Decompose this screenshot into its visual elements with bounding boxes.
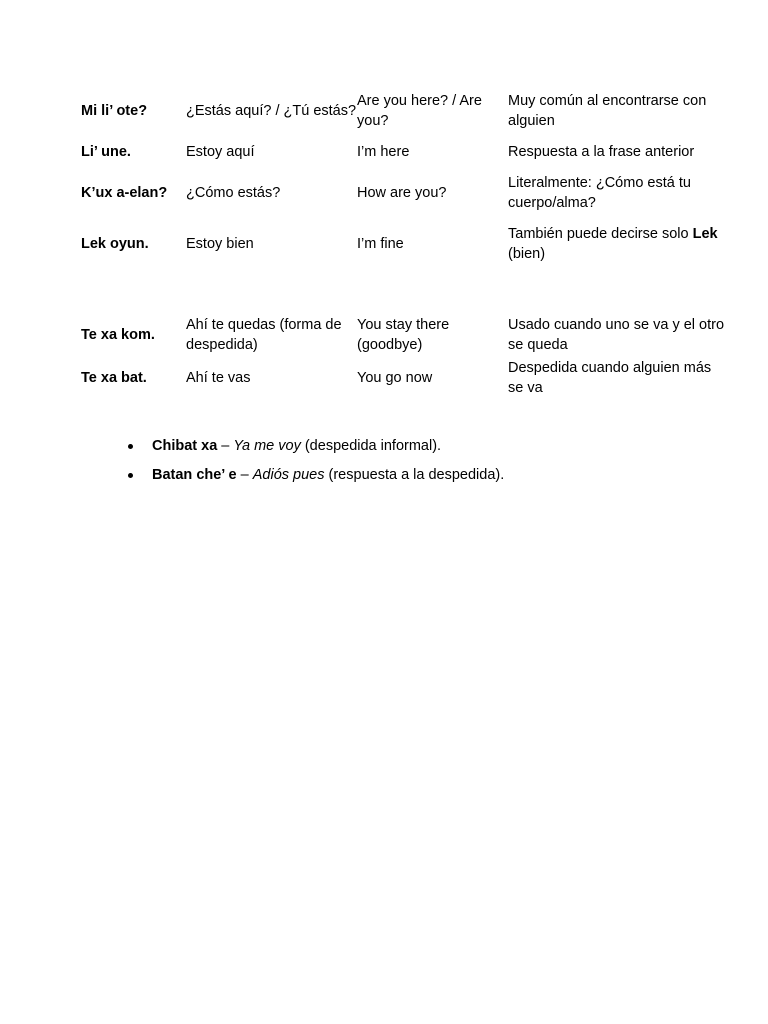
usage-note: [508, 224, 726, 264]
usage-note: Muy común al encontrarse con alguien: [508, 92, 707, 129]
usage-note-bold-word: Lek: [692, 225, 718, 242]
usage-note: Literalmente: ¿Cómo está tu cuerpo/alma?: [508, 174, 691, 211]
spanish-translation: Ahí te quedas (forma de despedida): [186, 317, 342, 353]
english-translation: I’m fine: [357, 235, 404, 252]
english-translation: How are you?: [357, 184, 447, 201]
usage-note-prefix: También puede decirse solo: [508, 225, 693, 242]
bullet-note: (respuesta a la despedida).: [324, 467, 505, 483]
phrase-table: [81, 90, 726, 398]
english-translation: Are you here? / Are you?: [357, 92, 482, 129]
kiche-phrase: K’ux a-elan?: [81, 184, 168, 201]
english-translation: You stay there (goodbye): [357, 317, 450, 353]
table-row: [81, 313, 726, 357]
bullet-dot-icon: [128, 473, 133, 478]
usage-note-suffix: (bien): [508, 245, 546, 262]
bullet-translation: Adiós pues: [252, 467, 325, 483]
spanish-translation: ¿Estás aquí? / ¿Tú estás?: [186, 102, 357, 119]
usage-note: Respuesta a la frase anterior: [508, 143, 695, 160]
kiche-phrase: Te xa bat.: [81, 369, 147, 386]
bullet-dot-icon: [128, 444, 133, 449]
bullet-list: [128, 436, 728, 494]
bullet-dash: –: [217, 438, 234, 454]
bullet-term: Batan che’ e: [152, 467, 237, 483]
spanish-translation: Estoy aquí: [186, 143, 255, 160]
list-item: [128, 436, 728, 465]
kiche-phrase: Lek oyun.: [81, 235, 149, 252]
bullet-dash: –: [236, 467, 253, 483]
table-row: [81, 90, 726, 131]
usage-note: Despedida cuando alguien más se va: [508, 359, 712, 396]
table-row: [81, 131, 726, 172]
english-translation: You go now: [357, 369, 433, 386]
list-item: [128, 465, 728, 494]
kiche-phrase: Te xa kom.: [81, 327, 155, 343]
bullet-translation: Ya me voy: [233, 438, 301, 454]
table-row: [81, 172, 726, 213]
row-gap: [81, 274, 726, 313]
spanish-translation: Ahí te vas: [186, 369, 251, 386]
usage-note: Usado cuando uno se va y el otro se queda: [508, 317, 725, 353]
kiche-phrase: Li’ une.: [81, 143, 131, 160]
kiche-phrase: Mi li’ ote?: [81, 102, 148, 119]
spanish-translation: Estoy bien: [186, 235, 254, 252]
table-row: [81, 357, 726, 398]
spanish-translation: ¿Cómo estás?: [186, 184, 281, 201]
bullet-term: Chibat xa: [152, 438, 218, 454]
bullet-note: (despedida informal).: [300, 438, 442, 454]
table-row: [81, 213, 726, 274]
english-translation: I’m here: [357, 143, 410, 160]
